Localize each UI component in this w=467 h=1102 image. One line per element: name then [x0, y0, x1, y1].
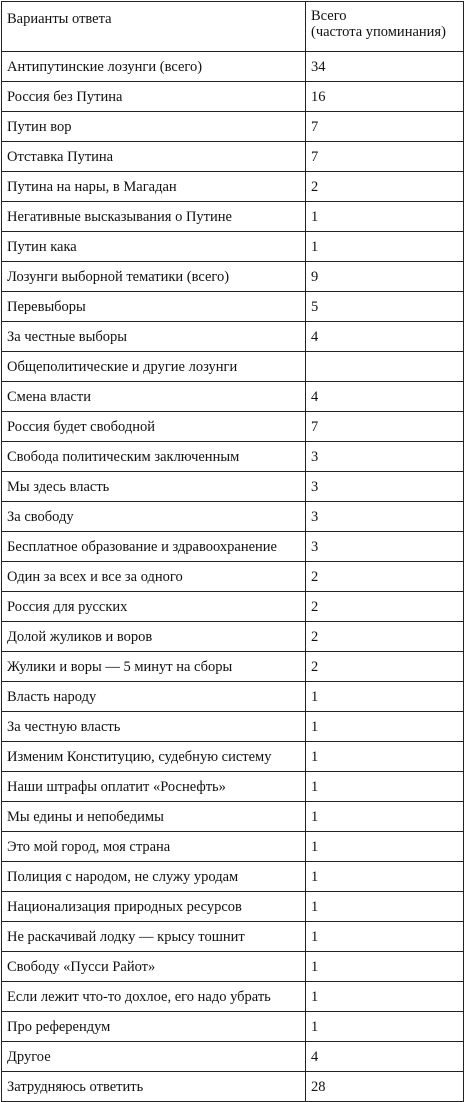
row-value-cell: 1	[306, 802, 464, 832]
row-value-cell: 3	[306, 532, 464, 562]
row-label-cell: Не раскачивай лодку — крысу тошнит	[2, 922, 306, 952]
row-label-cell: Один за всех и все за одного	[2, 562, 306, 592]
table-row	[2, 1042, 464, 1072]
row-label-cell: Изменим Конституцию, судебную систему	[2, 742, 306, 772]
table-row	[2, 862, 464, 892]
row-value-cell: 7	[306, 112, 464, 142]
table-row	[2, 712, 464, 742]
row-value-cell: 4	[306, 322, 464, 352]
row-value-cell	[306, 352, 464, 382]
table-row	[2, 442, 464, 472]
table-row	[2, 682, 464, 712]
row-label-cell: Власть народу	[2, 682, 306, 712]
row-label-cell: Путин вор	[2, 112, 306, 142]
table-row	[2, 322, 464, 352]
row-label-cell: Перевыборы	[2, 292, 306, 322]
table-row	[2, 742, 464, 772]
row-value-cell: 1	[306, 772, 464, 802]
table-row	[2, 502, 464, 532]
table-row	[2, 772, 464, 802]
row-value-cell: 1	[306, 232, 464, 262]
table-row	[2, 532, 464, 562]
table-row	[2, 202, 464, 232]
table-row	[2, 802, 464, 832]
row-value-cell: 1	[306, 832, 464, 862]
row-label-cell: Лозунги выборной тематики (всего)	[2, 262, 306, 292]
row-value-cell: 3	[306, 502, 464, 532]
table-row	[2, 262, 464, 292]
header-option-cell: Варианты ответа	[2, 2, 306, 52]
row-label-cell: Другое	[2, 1042, 306, 1072]
row-label-cell: За честную власть	[2, 712, 306, 742]
row-label-cell: Мы здесь власть	[2, 472, 306, 502]
row-value-cell: 16	[306, 82, 464, 112]
row-value-cell: 1	[306, 982, 464, 1012]
row-label-cell: Россия для русских	[2, 592, 306, 622]
table-row	[2, 562, 464, 592]
row-label-cell: Наши штрафы оплатит «Роснефть»	[2, 772, 306, 802]
row-value-cell: 1	[306, 1012, 464, 1042]
table-row	[2, 922, 464, 952]
table-row	[2, 82, 464, 112]
table-row	[2, 352, 464, 382]
table-row	[2, 412, 464, 442]
row-label-cell: Отставка Путина	[2, 142, 306, 172]
header-total-line1: Всего	[311, 8, 347, 24]
row-value-cell: 9	[306, 262, 464, 292]
row-label-cell: Смена власти	[2, 382, 306, 412]
table-row	[2, 622, 464, 652]
table-row	[2, 382, 464, 412]
row-label-cell: Антипутинские лозунги (всего)	[2, 52, 306, 82]
table-row	[2, 1012, 464, 1042]
table-row	[2, 892, 464, 922]
header-total-cell	[306, 2, 464, 52]
row-label-cell: Затрудняюсь ответить	[2, 1072, 306, 1102]
table-row	[2, 292, 464, 322]
row-value-cell: 2	[306, 652, 464, 682]
row-value-cell: 1	[306, 682, 464, 712]
table-body	[2, 2, 464, 1102]
table-header-row	[2, 2, 464, 52]
table-row	[2, 592, 464, 622]
table-row	[2, 652, 464, 682]
table-row	[2, 1072, 464, 1102]
row-label-cell: Бесплатное образование и здравоохранение	[2, 532, 306, 562]
row-value-cell: 2	[306, 622, 464, 652]
row-label-cell: Полиция с народом, не служу уродам	[2, 862, 306, 892]
table-row	[2, 172, 464, 202]
row-value-cell: 2	[306, 172, 464, 202]
row-label-cell: Путина на нары, в Магадан	[2, 172, 306, 202]
row-label-cell: Общеполитические и другие лозунги	[2, 352, 306, 382]
row-label-cell: Путин кака	[2, 232, 306, 262]
row-label-cell: За честные выборы	[2, 322, 306, 352]
row-value-cell: 1	[306, 712, 464, 742]
row-label-cell: Свобода политическим заключенным	[2, 442, 306, 472]
row-label-cell: Негативные высказывания о Путине	[2, 202, 306, 232]
row-value-cell: 1	[306, 892, 464, 922]
row-value-cell: 5	[306, 292, 464, 322]
table-row	[2, 112, 464, 142]
row-value-cell: 4	[306, 1042, 464, 1072]
row-value-cell: 28	[306, 1072, 464, 1102]
row-label-cell: Свободу «Пусси Райот»	[2, 952, 306, 982]
row-value-cell: 7	[306, 412, 464, 442]
row-value-cell: 3	[306, 442, 464, 472]
row-label-cell: Про референдум	[2, 1012, 306, 1042]
row-value-cell: 1	[306, 952, 464, 982]
table-row	[2, 52, 464, 82]
row-value-cell: 3	[306, 472, 464, 502]
row-value-cell: 4	[306, 382, 464, 412]
table-row	[2, 952, 464, 982]
row-value-cell: 1	[306, 862, 464, 892]
row-value-cell: 34	[306, 52, 464, 82]
row-label-cell: За свободу	[2, 502, 306, 532]
table-row	[2, 982, 464, 1012]
row-value-cell: 1	[306, 742, 464, 772]
row-value-cell: 1	[306, 922, 464, 952]
table-row	[2, 142, 464, 172]
row-label-cell: Национализация природных ресурсов	[2, 892, 306, 922]
row-label-cell: Россия без Путина	[2, 82, 306, 112]
table-row	[2, 472, 464, 502]
row-label-cell: Это мой город, моя страна	[2, 832, 306, 862]
row-value-cell: 7	[306, 142, 464, 172]
row-value-cell: 1	[306, 202, 464, 232]
header-total-line2: (частота упоминания)	[311, 24, 446, 40]
row-value-cell: 2	[306, 562, 464, 592]
row-label-cell: Россия будет свободной	[2, 412, 306, 442]
row-label-cell: Долой жуликов и воров	[2, 622, 306, 652]
row-label-cell: Жулики и воры — 5 минут на сборы	[2, 652, 306, 682]
row-label-cell: Если лежит что-то дохлое, его надо убрать	[2, 982, 306, 1012]
row-value-cell: 2	[306, 592, 464, 622]
table-row	[2, 832, 464, 862]
survey-table	[1, 1, 464, 1102]
table-row	[2, 232, 464, 262]
row-label-cell: Мы едины и непобедимы	[2, 802, 306, 832]
